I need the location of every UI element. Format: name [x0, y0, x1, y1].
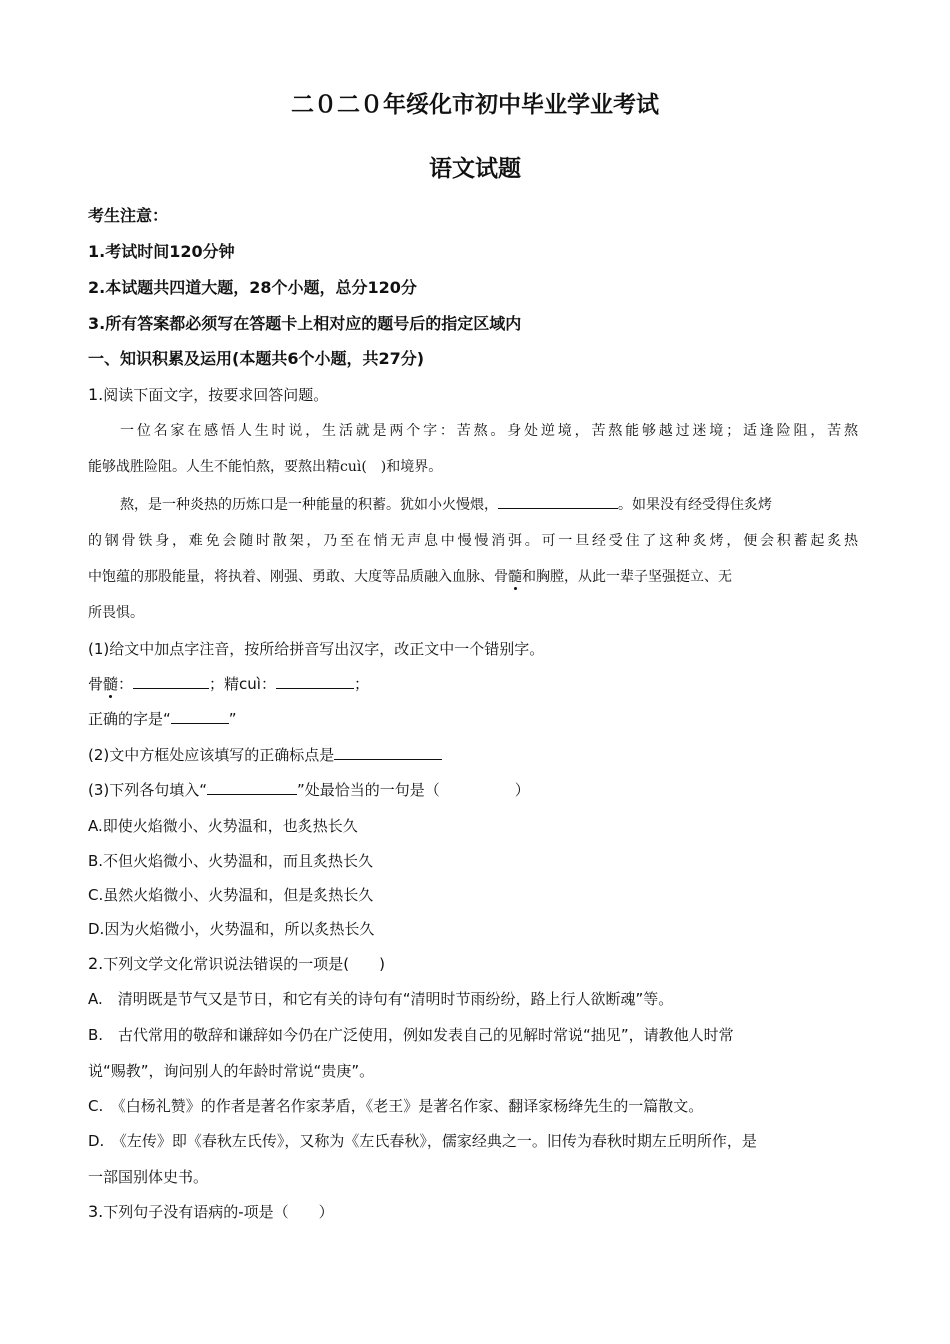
passage-p1-line-1: 一位名家在感悟人生时说，生活就是两个字：苦熬。身处逆境，苦熬能够越过迷境；适逢险阻，苦熬: [120, 423, 858, 439]
answer-label: ”: [228, 710, 237, 728]
answer-label: ；精cuì：: [209, 675, 276, 693]
question-number: 2.: [88, 954, 104, 973]
sub-question-1-correct-char: [88, 709, 237, 729]
q2-option-d-line-1: D. 《左传》即《春秋左氏传》，又称为《左氏春秋》，儒家经典之一。旧传为春秋时期左丘明所作，是: [88, 1132, 757, 1150]
option-a: A.即使火焰微小、火势温和，也炙热长久: [88, 817, 358, 835]
passage-p2-line-1: [120, 494, 772, 515]
question-number: 3.: [88, 1202, 104, 1221]
q2-option-c: C. 《白杨礼赞》的作者是著名作家茅盾，《老王》是著名作家、翻译家杨绛先生的一篇散文。: [88, 1097, 704, 1115]
q2-option-b-line-1: B. 古代常用的敬辞和谦辞如今仍在广泛使用，例如发表自己的见解时常说“拙见”，请教他人时常: [88, 1026, 734, 1044]
section-1-heading: 一、知识积累及运用(本题共6个小题，共27分): [88, 349, 425, 368]
passage-p2-line-2: 的钢骨铁身，难免会随时散架，乃至在悄无声息中慢慢消弭。可一旦经受住了这种炙烤，便会积蓄起炙热: [88, 533, 858, 549]
passage-text: 。如果没有经受得住炙烤: [618, 497, 772, 513]
passage-text: 熬，是一种炎热的历炼口是一种能量的积蓄。犹如小火慢煨，: [120, 497, 498, 513]
passage-text: 中饱蕴的那股能量，将执着、刚强、勇敢、大度等品质融入血脉、骨: [88, 569, 508, 585]
answer-label: 正确的字是“: [88, 710, 171, 728]
notice-item-3: 3.所有答案都必须写在答题卡上相对应的题号后的指定区域内: [88, 314, 522, 333]
q2-option-b-line-2: 说“赐教”，询问别人的年龄时常说“贵庚”。: [88, 1062, 375, 1080]
answer-label: ：: [118, 675, 134, 693]
fill-blank: [498, 494, 618, 509]
question-text: 下列文学文化常识说法错误的一项是( ): [103, 955, 385, 973]
sub-question-1-answer-line: [88, 674, 369, 694]
option-c: C.虽然火焰微小、火势温和，但是炙热长久: [88, 886, 374, 904]
question-text: (2)文中方框处应该填写的正确标点是: [88, 746, 335, 764]
answer-blank[interactable]: [171, 709, 229, 724]
question-text: (3)下列各句填入“: [88, 781, 208, 799]
exam-title: 二０二０年绥化市初中毕业学业考试: [291, 92, 659, 118]
passage-p2-line-4: 所畏惧。: [88, 605, 144, 621]
question-1-stem: [88, 385, 328, 405]
dotted-char: 髓: [508, 569, 522, 585]
question-text: 阅读下面文字，按要求回答问题。: [103, 386, 329, 404]
q2-option-a: A. 清明既是节气又是节日，和它有关的诗句有“清明时节雨纷纷，路上行人欲断魂”等。: [88, 990, 674, 1008]
exam-subtitle: 语文试题: [429, 156, 521, 182]
passage-p2-line-3: [88, 567, 732, 587]
sub-question-1: (1)给文中加点字注音，按所给拼音写出汉字，改正文中一个错别字。: [88, 640, 545, 658]
question-text: 下列句子没有语病的-项是（ ）: [103, 1203, 334, 1221]
answer-blank[interactable]: [276, 674, 354, 689]
answer-blank[interactable]: [334, 745, 442, 760]
quoted-blank: [207, 780, 297, 795]
q2-option-d-line-2: 一部国别体史书。: [88, 1168, 209, 1186]
passage-text: 和胸膛，从此一辈子坚强挺立、无: [522, 569, 732, 585]
option-d: D.因为火焰微小，火势温和，所以炙热长久: [88, 920, 375, 938]
passage-p1-line-2: 能够战胜险阻。人生不能怕熬，要熬出精cuì( )和境界。: [88, 459, 443, 475]
sub-question-3: [88, 780, 530, 800]
question-2-stem: [88, 954, 385, 974]
notice-item-2: 2.本试题共四道大题，28个小题，总分120分: [88, 278, 417, 297]
notice-heading: 考生注意：: [88, 206, 169, 225]
sub-question-2: [88, 745, 442, 765]
dotted-char: 髓: [103, 675, 119, 693]
question-text: ”处最恰当的一句是（ ）: [297, 781, 530, 799]
answer-label: ；: [353, 675, 369, 693]
question-3-stem: [88, 1202, 334, 1222]
option-b: B.不但火焰微小、火势温和，而且炙热长久: [88, 852, 374, 870]
notice-item-1: 1.考试时间120分钟: [88, 242, 235, 261]
answer-label: 骨: [88, 675, 104, 693]
question-number: 1.: [88, 385, 104, 404]
answer-blank[interactable]: [133, 674, 209, 689]
